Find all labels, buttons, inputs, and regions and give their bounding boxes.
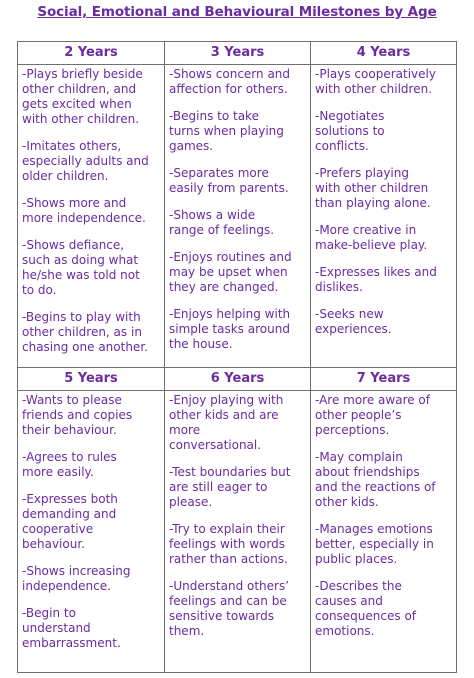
milestone-item: -Agrees to rules more easily. — [22, 450, 117, 479]
content-row-bottom — [18, 391, 457, 673]
milestone-item: -Shows defiance, such as doing what he/she was told not to do. — [22, 238, 140, 297]
milestone-item: -Describes the causes and consequences of emotions. — [315, 579, 417, 638]
milestone-item: -Separates more easily from parents. — [169, 166, 289, 195]
cell-4-years — [311, 65, 457, 368]
column-heading-7-years: 7 Years — [311, 368, 457, 391]
milestone-list — [18, 391, 164, 672]
milestone-item: -Seeks new experiences. — [315, 307, 392, 336]
milestones-table — [17, 41, 457, 673]
milestone-item: -Test boundaries but are still eager to please. — [169, 465, 291, 509]
milestone-list — [311, 65, 456, 367]
milestone-item: -Enjoys helping with simple tasks around the house. — [169, 307, 291, 351]
milestone-list — [165, 391, 310, 672]
milestone-list — [18, 65, 164, 367]
page-title: Social, Emotional and Behavioural Milestones by Age — [37, 4, 437, 20]
milestone-item: -Expresses both demanding and cooperative behaviour. — [22, 492, 118, 551]
milestone-item: -Shows increasing independence. — [22, 564, 131, 593]
column-heading-6-years: 6 Years — [165, 368, 311, 391]
cell-7-years — [311, 391, 457, 673]
cell-3-years — [165, 65, 311, 368]
milestone-item: -Plays briefly beside other children, and gets excited when with other children. — [22, 67, 143, 126]
milestone-item: -Shows more and more independence. — [22, 196, 146, 225]
milestone-item: -More creative in make-believe play. — [315, 223, 428, 252]
milestone-item: -Prefers playing with other children than playing alone. — [315, 166, 431, 210]
milestone-list — [311, 391, 456, 672]
column-heading-3-years: 3 Years — [165, 42, 311, 65]
cell-2-years — [18, 65, 165, 368]
milestone-item: -May complain about friendships and the reactions of other kids. — [315, 450, 436, 509]
milestone-item: -Plays cooperatively with other children. — [315, 67, 436, 96]
milestone-item: -Begins to play with other children, as in chasing one another. — [22, 310, 148, 354]
cell-5-years — [18, 391, 165, 673]
header-row-top — [18, 42, 457, 65]
milestone-item: -Enjoy playing with other kids and are more conversational. — [169, 393, 284, 452]
milestone-item: -Are more aware of other people’s perceptions. — [315, 393, 430, 437]
header-row-bottom — [18, 368, 457, 391]
column-heading-4-years: 4 Years — [311, 42, 457, 65]
column-heading-2-years: 2 Years — [18, 42, 165, 65]
milestone-item: -Enjoys routines and may be upset when they are changed. — [169, 250, 292, 294]
milestone-item: -Imitates others, especially adults and older children. — [22, 139, 149, 183]
milestone-item: -Manages emotions better, especially in public places. — [315, 522, 434, 566]
content-row-top — [18, 65, 457, 368]
milestone-item: -Shows a wide range of feelings. — [169, 208, 275, 237]
milestone-item: -Expresses likes and dislikes. — [315, 265, 437, 294]
milestone-item: -Try to explain their feelings with words rather than actions. — [169, 522, 288, 566]
milestone-item: -Shows concern and affection for others. — [169, 67, 291, 96]
milestone-item: -Begins to take turns when playing games. — [169, 109, 284, 153]
column-heading-5-years: 5 Years — [18, 368, 165, 391]
milestone-item: -Wants to please friends and copies their behaviour. — [22, 393, 133, 437]
milestone-item: -Negotiates solutions to conflicts. — [315, 109, 385, 153]
milestone-item: -Begin to understand embarrassment. — [22, 606, 121, 650]
cell-6-years — [165, 391, 311, 673]
milestone-list — [165, 65, 310, 367]
milestone-item: -Understand others’ feelings and can be sensitive towards them. — [169, 579, 290, 638]
